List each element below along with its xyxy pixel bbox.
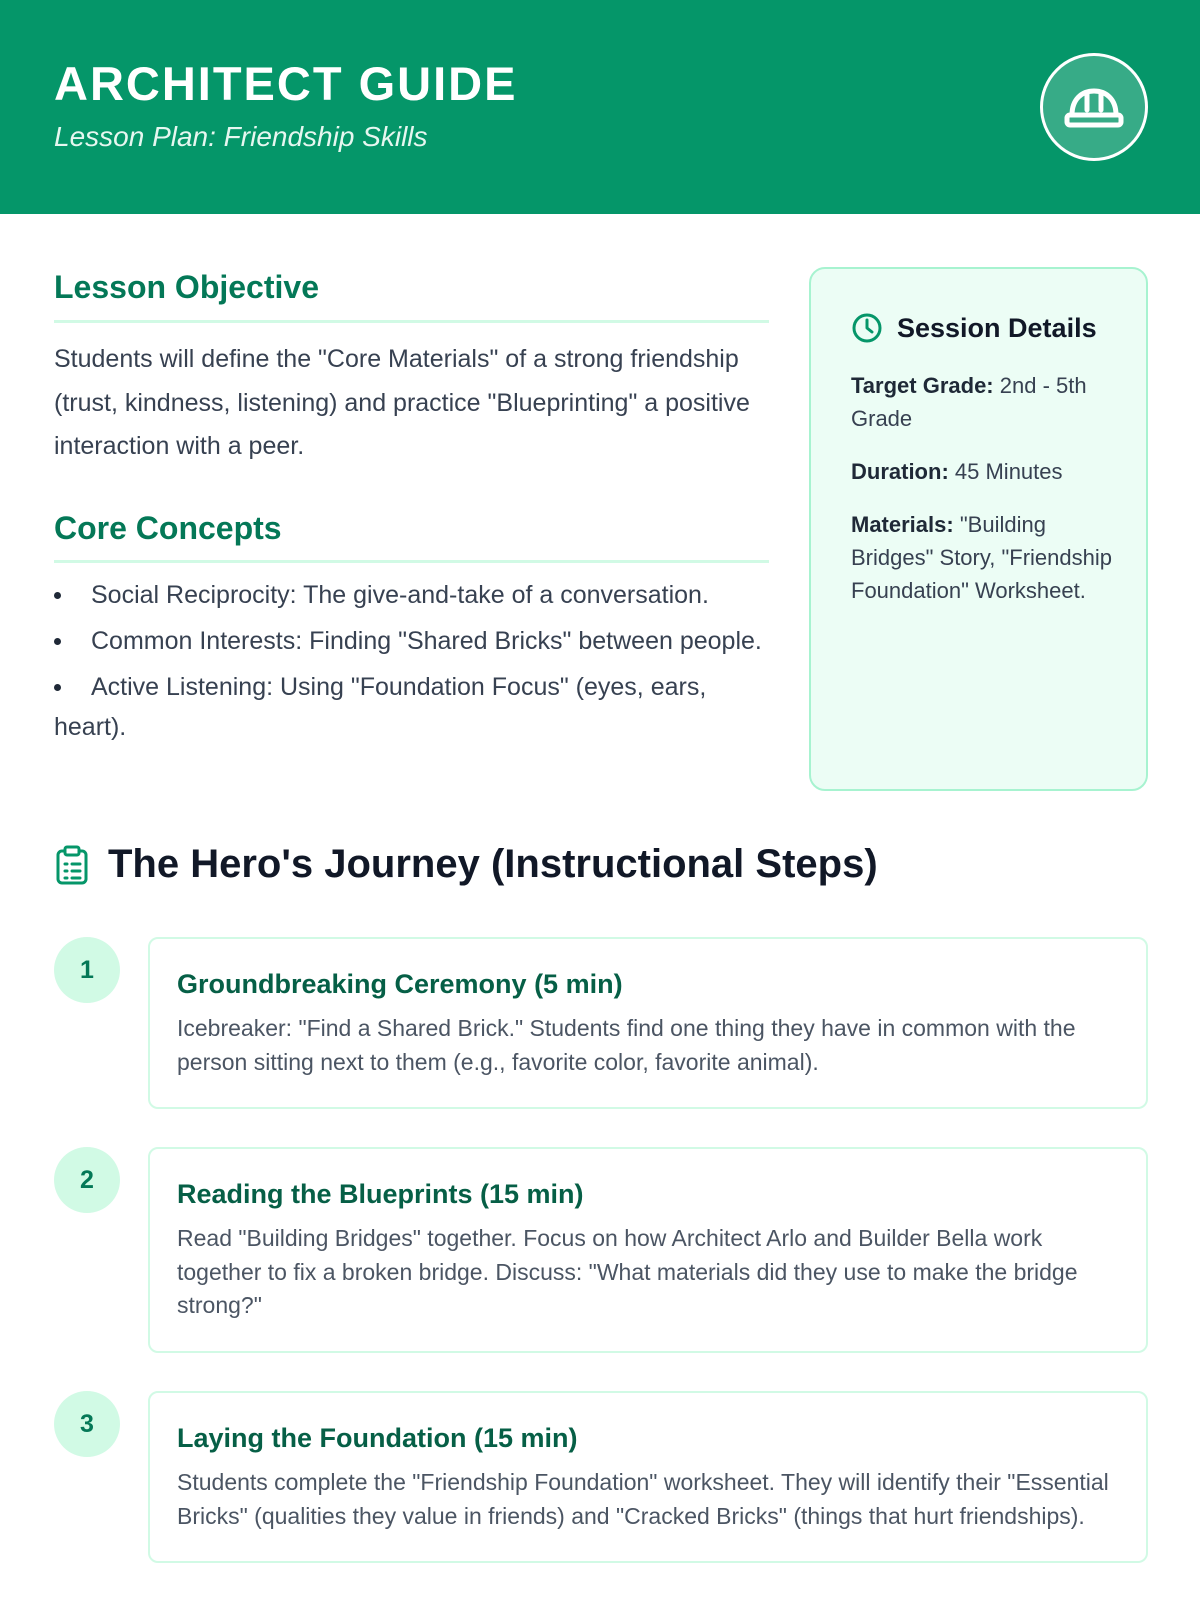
duration-field: [851, 455, 1116, 488]
duration-label: Duration:: [851, 459, 949, 484]
journey-heading: [54, 842, 878, 887]
bullet-icon: [54, 592, 61, 599]
materials-label: Materials:: [851, 512, 954, 537]
step-title: Groundbreaking Ceremony (5 min): [177, 969, 623, 999]
bullet-icon: [54, 684, 61, 691]
hard-hat-icon: [1064, 81, 1124, 133]
session-header: [851, 312, 1097, 344]
concept-item: [54, 575, 769, 615]
step-card: [148, 937, 1148, 1109]
step-description: Students complete the "Friendship Foundation" worksheet. They will identify their "Essential Bricks" (qualities they value in friends) and "Cracked Bricks" (things that hurt friendships).: [177, 1469, 1109, 1529]
objective-divider: [54, 320, 769, 323]
step-description: Icebreaker: "Find a Shared Brick." Students find one thing they have in common with the person sitting next to them (e.g., favorite color, favorite animal).: [177, 1015, 1076, 1075]
duration-value: 45 Minutes: [954, 459, 1063, 484]
concepts-heading: Core Concepts: [54, 510, 282, 546]
concept-text: Social Reciprocity: The give-and-take of a conversation.: [91, 581, 709, 609]
concepts-divider: [54, 560, 769, 563]
target-grade-value: 2nd - 5th Grade: [851, 373, 1087, 431]
clipboard-list-icon: [54, 845, 90, 885]
hard-hat-badge: [1040, 53, 1148, 161]
clock-icon: [851, 312, 883, 344]
concepts-list: [54, 575, 769, 753]
page-subtitle: Lesson Plan: Friendship Skills: [54, 121, 428, 152]
materials-value: "Building Bridges" Story, "Friendship Foundation" Worksheet.: [851, 512, 1112, 603]
step-card: [148, 1391, 1148, 1563]
step-number-badge: 3: [54, 1391, 120, 1457]
page-header: [0, 0, 1200, 214]
materials-field: [851, 508, 1116, 607]
journey-title: The Hero's Journey (Instructional Steps): [108, 842, 878, 886]
objective-heading: Lesson Objective: [54, 269, 319, 305]
target-grade-field: [851, 369, 1116, 435]
step-description: Read "Building Bridges" together. Focus on how Architect Arlo and Builder Bella work together to fix a broken bridge. Discuss: "What materials did they use to make the bridge strong?": [177, 1225, 1078, 1318]
concept-text: Common Interests: Finding "Shared Bricks" between people.: [91, 627, 762, 655]
step-card: [148, 1147, 1148, 1353]
session-details-card: [809, 267, 1148, 791]
bullet-icon: [54, 638, 61, 645]
page-title: ARCHITECT GUIDE: [54, 57, 518, 110]
step-title: Reading the Blueprints (15 min): [177, 1179, 584, 1209]
step-number-badge: 1: [54, 937, 120, 1003]
step-title: Laying the Foundation (15 min): [177, 1423, 578, 1453]
concept-text: Active Listening: Using "Foundation Focus" (eyes, ears, heart).: [54, 673, 707, 741]
step-number-badge: 2: [54, 1147, 120, 1213]
objective-text: Students will define the "Core Materials" of a strong friendship (trust, kindness, listening) and practice "Blueprinting" a positive interaction with a peer.: [54, 345, 750, 460]
session-title: Session Details: [897, 312, 1097, 343]
concept-item: [54, 621, 769, 661]
target-grade-label: Target Grade:: [851, 373, 994, 398]
concept-item: [54, 667, 769, 747]
